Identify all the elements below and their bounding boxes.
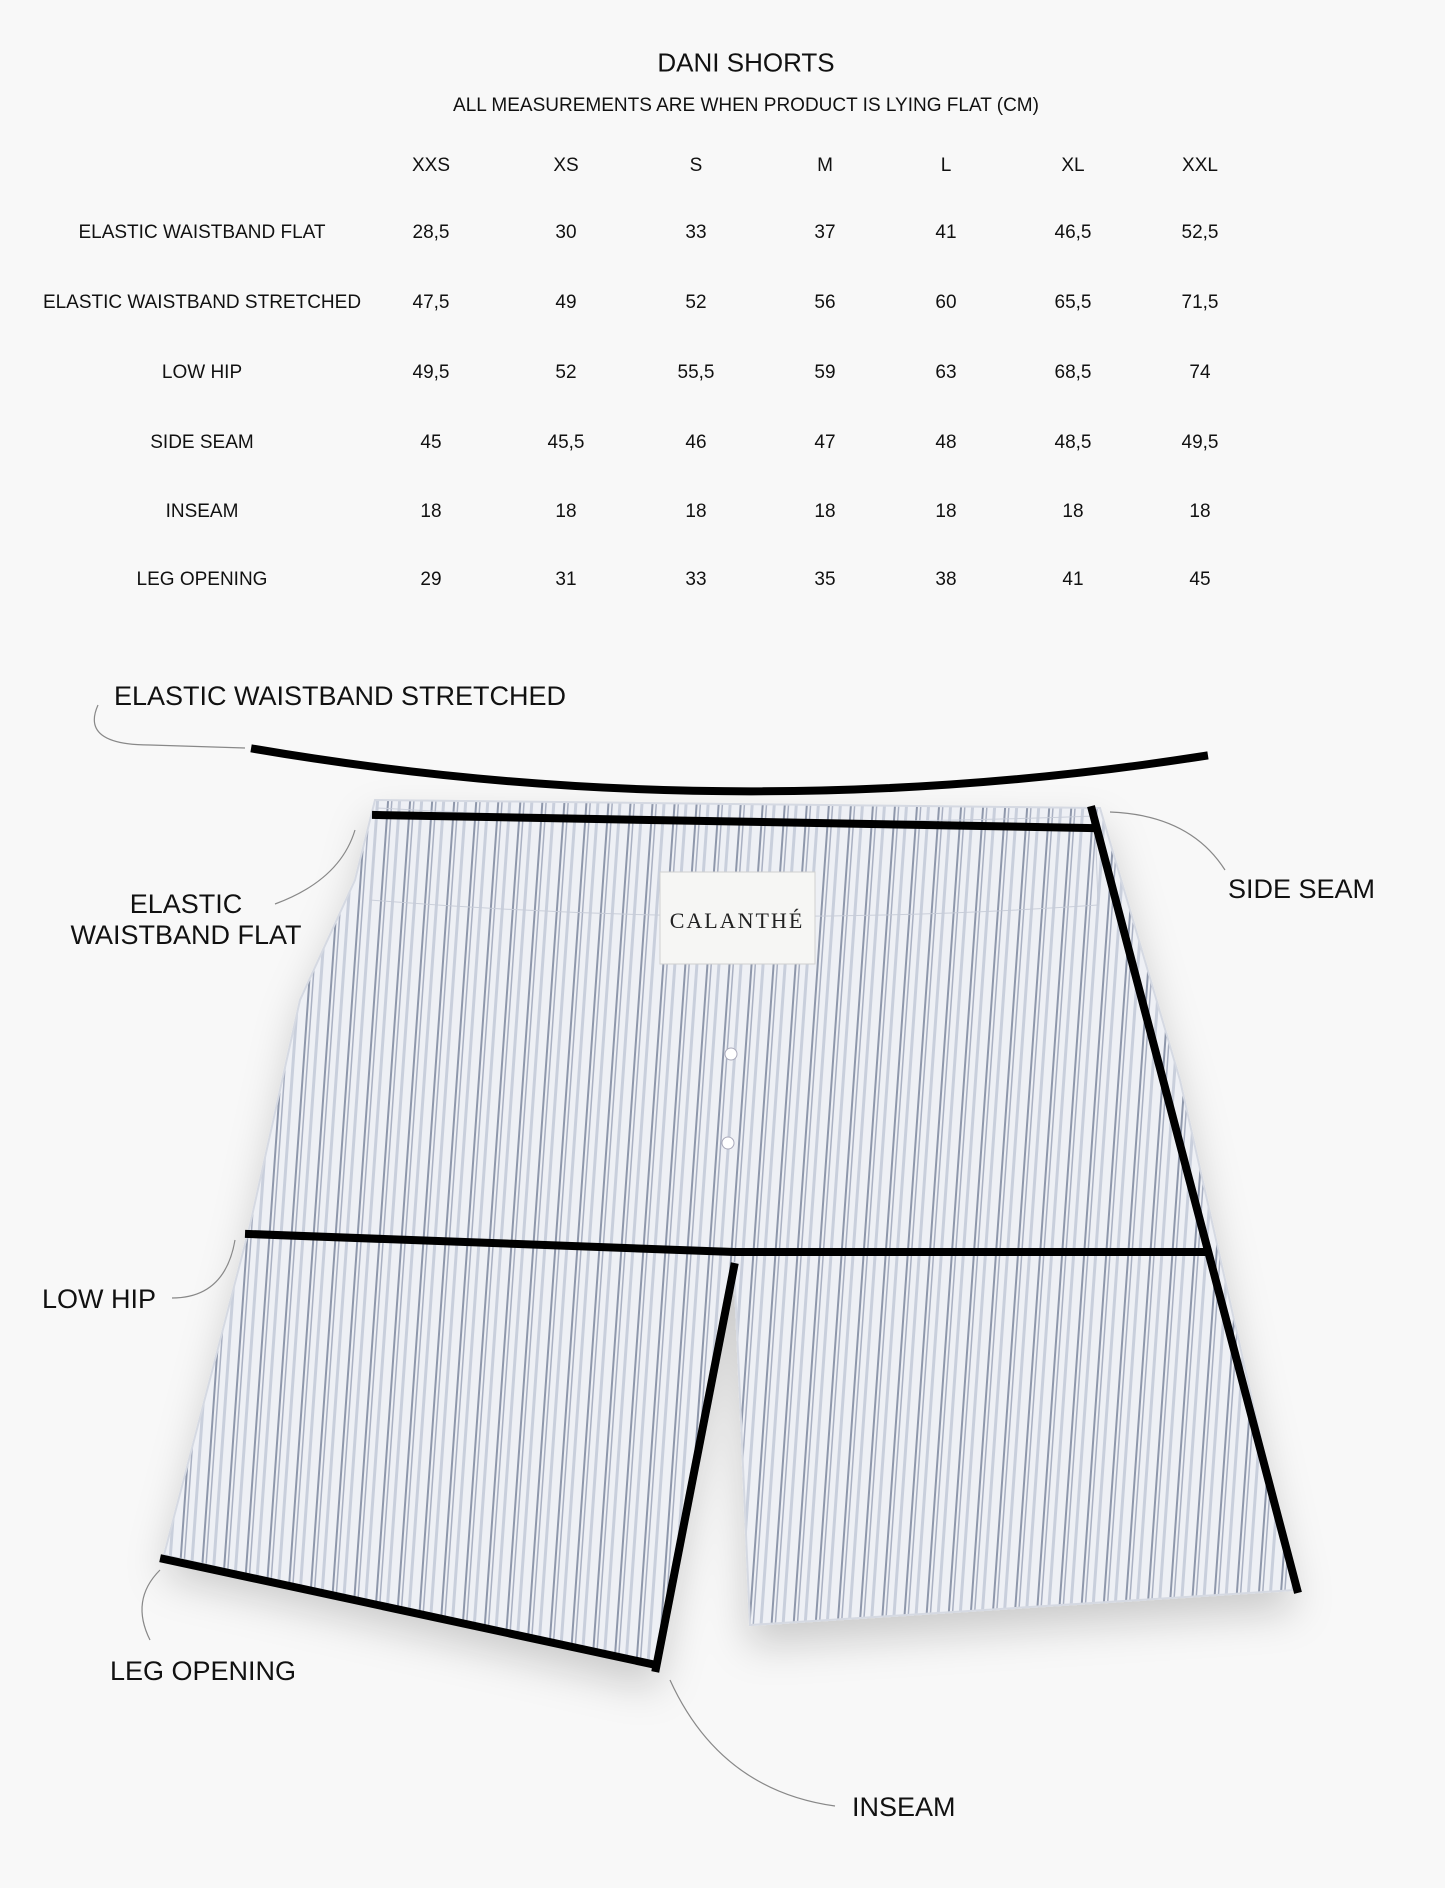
table-cell: 49,5 (1181, 432, 1219, 453)
label-side-seam: SIDE SEAM (1228, 874, 1376, 904)
table-cell: 71,5 (1181, 292, 1219, 313)
size-header: S (689, 155, 703, 176)
table-cell: 37 (814, 222, 836, 243)
size-header: XL (1061, 155, 1085, 176)
table-cell: 18 (420, 501, 442, 522)
leader-line (670, 1680, 835, 1806)
table-cell: 46,5 (1054, 222, 1092, 243)
size-header: XXL (1182, 155, 1218, 176)
table-cell: 45,5 (547, 432, 585, 453)
table-cell: 35 (814, 569, 836, 590)
size-header: M (817, 155, 833, 176)
waistband-stretched-line (255, 749, 1204, 791)
row-label: SIDE SEAM (150, 432, 254, 453)
table-cell: 63 (935, 362, 957, 383)
table-cell: 45 (1189, 569, 1211, 590)
table-cell: 33 (685, 222, 707, 243)
size-header: XXS (411, 155, 451, 176)
table-cell: 59 (814, 362, 836, 383)
table-cell: 52 (555, 362, 577, 383)
leader-line (172, 1240, 235, 1298)
table-cell: 41 (1062, 569, 1084, 590)
table-cell: 46 (685, 432, 707, 453)
button-icon (722, 1137, 734, 1149)
label-low-hip: LOW HIP (42, 1284, 157, 1314)
page-title: DANI SHORTS (657, 47, 835, 78)
table-cell: 47,5 (412, 292, 450, 313)
row-label: LEG OPENING (136, 569, 268, 590)
size-header: XS (553, 155, 579, 176)
row-label: ELASTIC WAISTBAND STRETCHED (42, 292, 362, 313)
table-cell: 31 (555, 569, 577, 590)
table-cell: 65,5 (1054, 292, 1092, 313)
table-cell: 49,5 (412, 362, 450, 383)
table-cell: 18 (1062, 501, 1084, 522)
table-cell: 48,5 (1054, 432, 1092, 453)
leader-line (1110, 812, 1225, 870)
button-icon (725, 1048, 737, 1060)
table-cell: 74 (1189, 362, 1211, 383)
table-cell: 68,5 (1054, 362, 1092, 383)
row-label: LOW HIP (161, 362, 243, 383)
table-cell: 29 (420, 569, 442, 590)
label-waistband-flat-line2: WAISTBAND FLAT (70, 920, 302, 950)
leader-line (142, 1570, 160, 1640)
table-cell: 18 (1189, 501, 1211, 522)
table-cell: 18 (814, 501, 836, 522)
table-cell: 52 (685, 292, 707, 313)
table-cell: 41 (935, 222, 957, 243)
table-cell: 18 (685, 501, 707, 522)
table-cell: 48 (935, 432, 957, 453)
table-cell: 47 (814, 432, 836, 453)
table-cell: 45 (420, 432, 442, 453)
table-cell: 28,5 (412, 222, 450, 243)
label-waistband-flat-line1: ELASTIC (129, 889, 243, 919)
table-cell: 30 (555, 222, 577, 243)
leader-line (94, 705, 245, 748)
table-cell: 60 (935, 292, 957, 313)
label-waistband-stretched: ELASTIC WAISTBAND STRETCHED (114, 681, 567, 711)
page-subtitle: ALL MEASUREMENTS ARE WHEN PRODUCT IS LYING FLAT (CM) (453, 95, 1039, 116)
table-cell: 55,5 (677, 362, 715, 383)
leader-line (275, 830, 355, 904)
row-label: ELASTIC WAISTBAND FLAT (78, 222, 326, 243)
table-cell: 18 (935, 501, 957, 522)
label-inseam: INSEAM (852, 1792, 956, 1822)
label-leg-opening: LEG OPENING (110, 1656, 297, 1686)
row-label: INSEAM (165, 501, 239, 522)
table-cell: 18 (555, 501, 577, 522)
table-cell: 33 (685, 569, 707, 590)
table-cell: 56 (814, 292, 836, 313)
brand-label: CALANTHÉ (669, 908, 805, 933)
table-cell: 49 (555, 292, 577, 313)
table-cell: 38 (935, 569, 957, 590)
table-cell: 52,5 (1181, 222, 1219, 243)
size-header: L (940, 155, 952, 176)
